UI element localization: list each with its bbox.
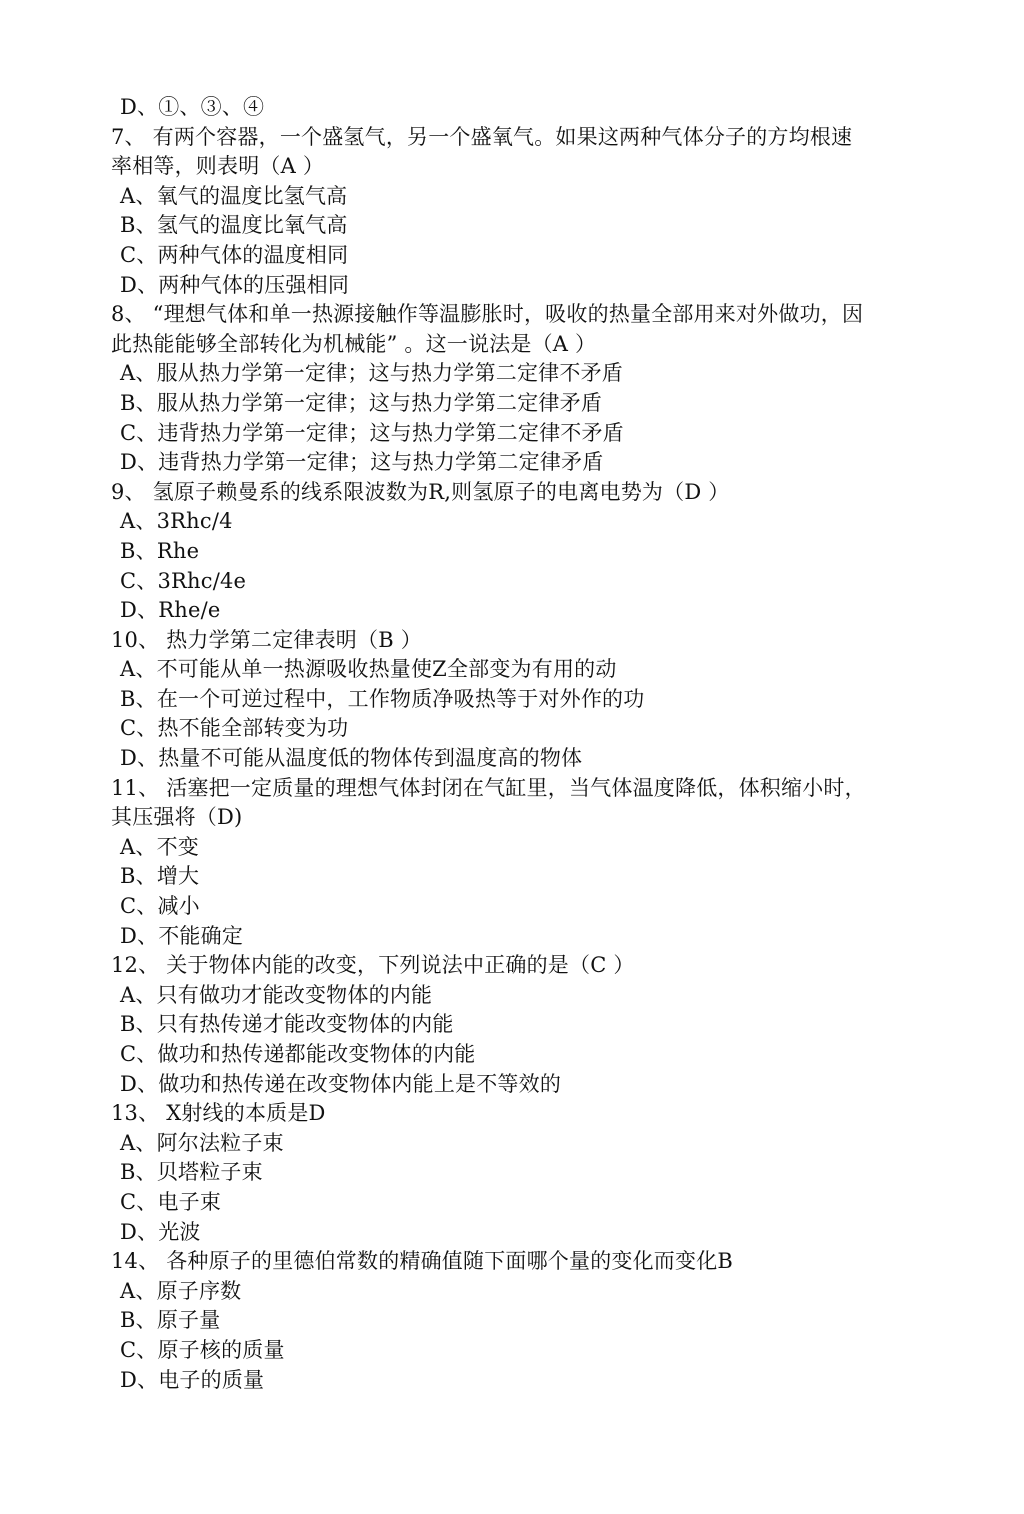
question-stem: 13、 X射线的本质是D xyxy=(111,1101,326,1126)
answer-option: C、热不能全部转变为功 xyxy=(120,716,349,741)
answer-option: D、电子的质量 xyxy=(120,1367,265,1392)
answer-option: C、3Rhc/4e xyxy=(120,568,247,593)
question-list xyxy=(0,93,1024,1395)
answer-option: B、Rhe xyxy=(120,538,200,563)
question-stem: 9、 氢原子赖曼系的线系限波数为R,则氢原子的电离电势为（D ） xyxy=(111,479,730,504)
question-stem-continuation: 其压强将（D) xyxy=(111,805,243,830)
question-stem: 12、 关于物体内能的改变，下列说法中正确的是（C ） xyxy=(111,953,635,978)
answer-option: D、热量不可能从温度低的物体传到温度高的物体 xyxy=(120,746,583,771)
answer-option: C、两种气体的温度相同 xyxy=(120,242,349,267)
question-stem: 7、 有两个容器，一个盛氢气，另一个盛氧气。如果这两种气体分子的方均根速 xyxy=(111,124,853,149)
question-stem-continuation: 此热能能够全部转化为机械能” 。这一说法是（A ） xyxy=(111,331,597,356)
answer-option: A、不可能从单一热源吸收热量使Z全部变为有用的动 xyxy=(120,657,617,682)
answer-option: D、两种气体的压强相同 xyxy=(120,272,350,297)
question-stem-continuation: 率相等，则表明（A ） xyxy=(111,154,325,179)
question-stem: 8、 “理想气体和单一热源接触作等温膨胀时，吸收的热量全部用来对外做功，因 xyxy=(111,302,864,327)
answer-option: A、阿尔法粒子束 xyxy=(120,1130,284,1155)
question-stem: 10、 热力学第二定律表明（B ） xyxy=(111,627,422,652)
answer-option: B、氢气的温度比氧气高 xyxy=(120,213,348,238)
answer-option: D、做功和热传递在改变物体内能上是不等效的 xyxy=(120,1071,562,1096)
answer-option: A、原子序数 xyxy=(120,1278,242,1303)
answer-option: B、在一个可逆过程中，工作物质净吸热等于对外作的功 xyxy=(120,686,645,711)
answer-option: D、光波 xyxy=(120,1219,201,1244)
answer-option: A、只有做功才能改变物体的内能 xyxy=(120,982,433,1007)
answer-option: B、增大 xyxy=(120,864,200,889)
answer-option: D、不能确定 xyxy=(120,923,244,948)
answer-option: B、原子量 xyxy=(120,1308,221,1333)
answer-option: B、服从热力学第一定律；这与热力学第二定律矛盾 xyxy=(120,390,603,415)
answer-option: C、减小 xyxy=(120,894,200,919)
answer-option: B、只有热传递才能改变物体的内能 xyxy=(120,1012,454,1037)
answer-option: A、不变 xyxy=(120,834,199,859)
answer-option: A、服从热力学第一定律；这与热力学第二定律不矛盾 xyxy=(120,361,623,386)
question-stem: 14、 各种原子的里德伯常数的精确值随下面哪个量的变化而变化B xyxy=(111,1249,734,1274)
answer-option: C、电子束 xyxy=(120,1189,222,1214)
answer-option: D、①、③、④ xyxy=(120,95,265,119)
answer-option: D、违背热力学第一定律；这与热力学第二定律矛盾 xyxy=(120,450,604,475)
answer-option: C、做功和热传递都能改变物体的内能 xyxy=(120,1042,476,1066)
answer-option: C、原子核的质量 xyxy=(120,1337,285,1362)
answer-option: A、氧气的温度比氢气高 xyxy=(120,183,348,208)
answer-option: A、3Rhc/4 xyxy=(120,509,233,534)
answer-option: C、违背热力学第一定律；这与热力学第二定律不矛盾 xyxy=(120,420,624,445)
answer-option: B、贝塔粒子束 xyxy=(120,1160,263,1185)
answer-option: D、Rhe/e xyxy=(120,598,221,623)
question-stem: 11、 活塞把一定质量的理想气体封闭在气缸里，当气体温度降低，体积缩小时， xyxy=(111,775,866,800)
